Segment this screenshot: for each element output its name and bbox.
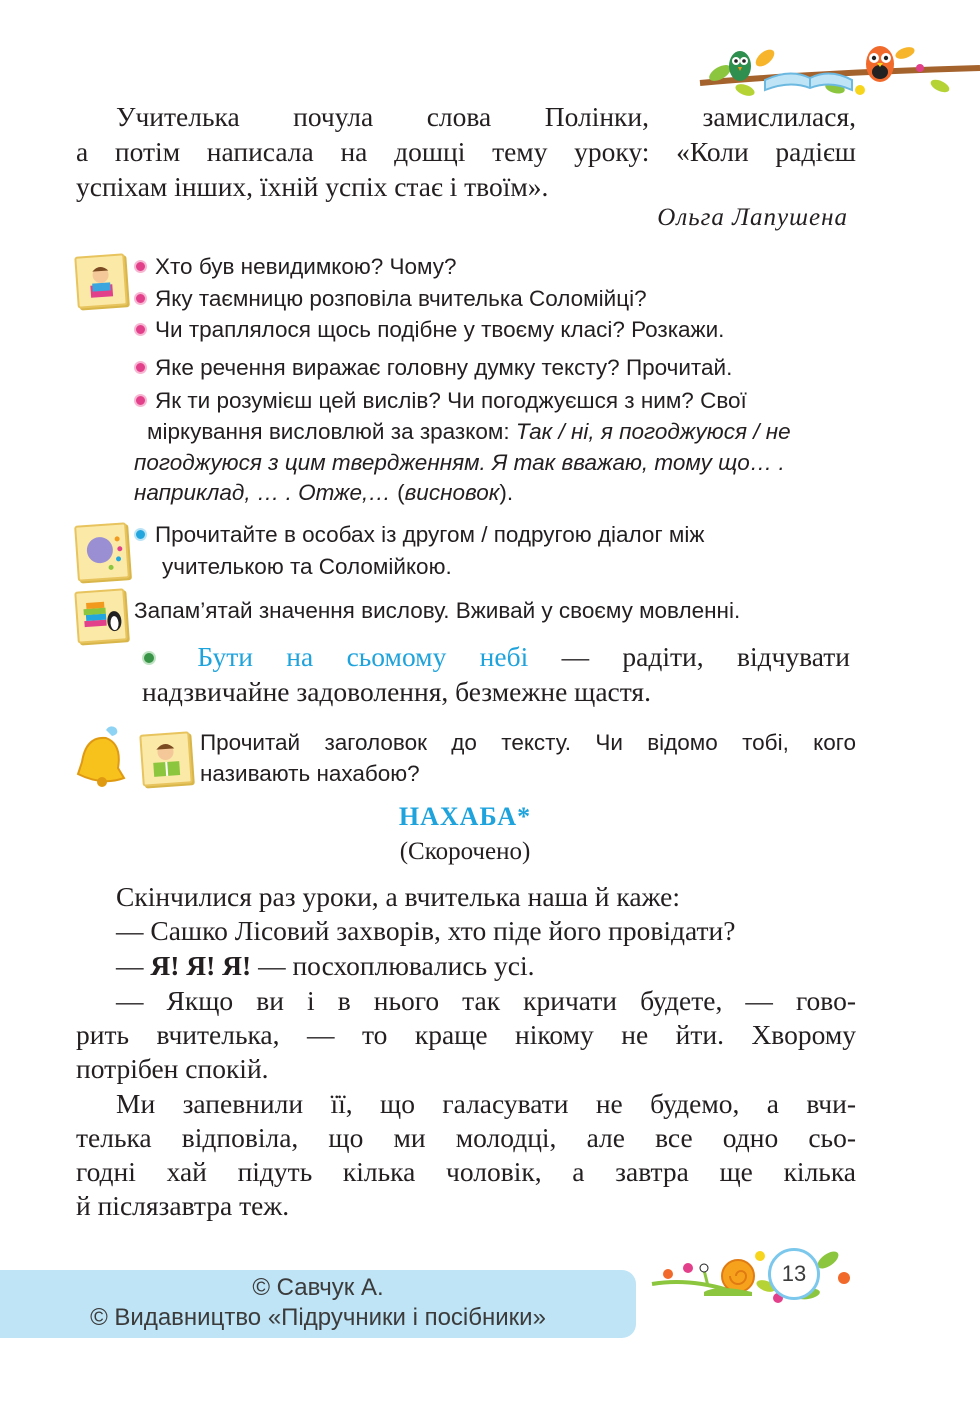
read-title-task-line-1: Прочитай заголовок до тексту. Чи відомо тобі, кого xyxy=(200,730,856,755)
idiom-line-1: Бути на сьомому небі — радіти, відчувати xyxy=(142,640,850,674)
bullet-icon xyxy=(134,323,147,336)
story-line-9: годні хай підуть кілька чоловік, а завтра ще кілька xyxy=(76,1156,856,1187)
story-title: НАХАБА* xyxy=(398,802,532,831)
read-title-task-line-2: називають нахабою? xyxy=(200,761,420,786)
page-number: 13 xyxy=(768,1248,820,1300)
memorize-instruction: Запам’ятай значення вислову. Вживай у своєму мовленні. xyxy=(134,598,741,623)
story-line-4: — Якщо ви і в нього так кричати будете, — гово- xyxy=(116,985,856,1016)
reading-child-icon xyxy=(74,253,128,308)
snail-flowers-illustration xyxy=(648,1238,860,1310)
bullet-icon xyxy=(134,528,147,541)
author: Ольга Лапушена xyxy=(657,204,848,231)
story-exclaim: Я! Я! Я! xyxy=(150,950,252,981)
story-line-3: — Я! Я! Я! — посхоплювались усі. xyxy=(116,950,535,981)
question-4: Яке речення виражає головну думку тексту? Прочитай. xyxy=(134,353,732,383)
bullet-icon xyxy=(142,651,156,665)
question-5-line-4: наприклад, … . Отже,… (висновок). xyxy=(134,480,514,505)
dialog-icon xyxy=(74,522,130,581)
copyright-box xyxy=(0,1270,636,1338)
bell-icon xyxy=(72,722,134,792)
intro-line-3: успіхам інших, їхній успіх стає і твоїм». xyxy=(76,171,549,202)
question-1: Хто був невидимкою? Чому? xyxy=(134,252,457,282)
bullet-icon xyxy=(134,292,147,305)
green-bird-icon xyxy=(729,51,751,81)
owl-icon xyxy=(866,46,894,82)
books-penguin-icon xyxy=(74,588,128,643)
story-line-5: рить вчителька, — то краще нікому не йти. Хворому xyxy=(76,1019,856,1050)
question-5-line-1: Як ти розумієш цей вислів? Чи погоджуєшся з ним? Свої xyxy=(134,386,747,416)
idiom-line-2: надзвичайне задоволення, безмежне щастя. xyxy=(142,676,651,707)
intro-line-2: а потім написала на дошці тему уроку: «Коли радієш xyxy=(76,136,856,167)
story-line-8: телька відповіла, що ми молодці, але все одно сьо- xyxy=(76,1122,856,1153)
branch-with-birds-illustration xyxy=(690,28,980,108)
dialog-task-line-2: учителькою та Соломійкою. xyxy=(162,554,452,579)
bullet-icon xyxy=(134,260,147,273)
dialog-task-line-1: Прочитайте в особах із другом / подругою діалог між xyxy=(134,520,704,550)
story-subtitle: (Скорочено) xyxy=(399,838,531,865)
copyright-publisher: © Видавництво «Підручники і посібники» xyxy=(90,1304,546,1331)
story-line-1: Скінчилися раз уроки, а вчителька наша й каже: xyxy=(116,881,681,912)
bullet-icon xyxy=(134,394,147,407)
question-3: Чи траплялося щось подібне у твоєму класі? Розкажи. xyxy=(134,315,724,345)
copyright-author: © Савчук А. xyxy=(252,1274,384,1301)
story-line-2: — Сашко Лісовий захворів, хто піде його провідати? xyxy=(116,915,736,946)
story-line-6: потрібен спокій. xyxy=(76,1053,269,1084)
question-5-line-2: міркування висловлюй за зразком: Так / ні, я погоджуюся / не xyxy=(147,419,791,444)
question-5-line-3: погоджуюся з цим твердженням. Я так вважаю, тому що… . xyxy=(134,450,785,475)
bullet-icon xyxy=(134,361,147,374)
intro-line-1: Учителька почула слова Полінки, замислилася, xyxy=(116,101,856,132)
story-line-10: й післязавтра теж. xyxy=(76,1190,290,1221)
story-line-7: Ми запевнили її, що галасувати не будемо, а вчи- xyxy=(116,1088,856,1119)
reading-girl-icon xyxy=(139,731,193,786)
question-2: Яку таємницю розповіла вчителька Соломійці? xyxy=(134,284,647,314)
snail-icon xyxy=(700,1260,754,1296)
